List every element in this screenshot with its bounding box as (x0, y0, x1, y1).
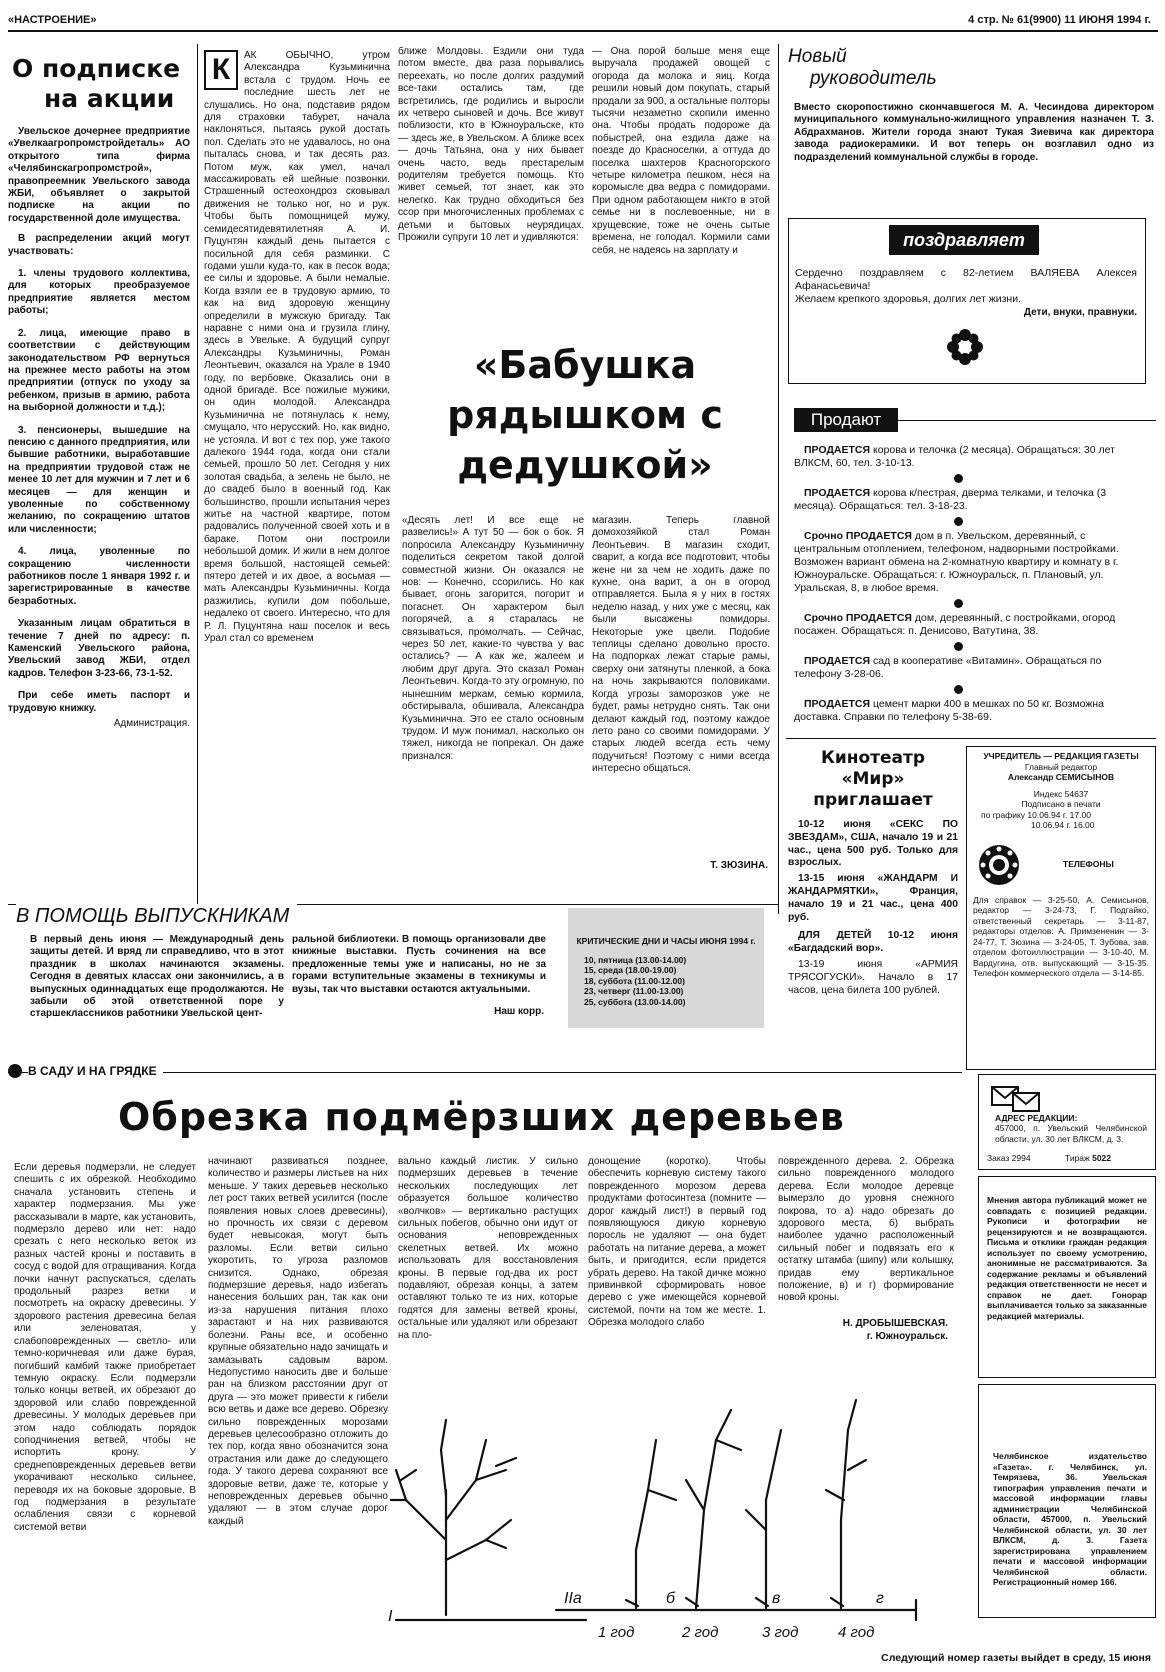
address-title: АДРЕС РЕДАКЦИИ: (995, 1113, 1078, 1123)
subscription-passport: При себе иметь паспорт и трудовую книжку. (8, 690, 190, 714)
figure-label: б (666, 1590, 675, 1607)
sale-ad (794, 487, 1140, 513)
new-head-title-line1: Новый (788, 46, 847, 67)
garden-col-4: донощение (коротко). Чтобы обеспечить корневую систему такого поврежденного морозом дерева продуктами фотосинтеза (помните — дорог каждый лист!) в первый год появляющуюся дикую корневую поросль не удаляют — она будет работать на питание дерева, а может быть, и пригодится, если придется убрать дерево. На такой дичке можно привинвкой сформировать новое дерево с уже имеющейся корневой системой, почти на том же месте. 1. Обрезка молодого слабо (588, 1156, 766, 1329)
imprint-actual: 10.06.94 г. 16.00 (1031, 820, 1095, 830)
sale-ad-text: дом, деревянный, с постройками, огород посажен. Обращаться: п. Денисово, Ватутина, 38. (794, 612, 1116, 637)
imprint-phones: Для справок — 3-25-50, А. Семисынов, редактор — 3-24-73, Г. Подгайко, ответственный секретарь — 3-11-87, редакторы отделов: А. Примзененин — 3-24-77, Т. Зюзина — 3-24-05, Т. Зубова, зав. отделом фотоиллюстрации — 3-10-40, М. Вардугина, отв. выпускающий — 3-15-35. Телефон коммерческого отдела — 3-14-85. (973, 894, 1149, 978)
bullet-icon (954, 685, 963, 694)
bullet-icon (954, 474, 963, 483)
tree-drawing-2 (626, 1400, 866, 1608)
order-number (987, 1153, 1031, 1164)
story-sign: Т. ЗЮЗИНА. (710, 860, 768, 871)
bullet-icon (954, 642, 963, 651)
critical-days-title: КРИТИЧЕСКИЕ ДНИ И ЧАСЫ ИЮНЯ 1994 г. (576, 936, 756, 946)
subscription-sign: Администрация. (113, 718, 190, 730)
critical-day: 15, среда (18.00-19.00) (584, 965, 677, 975)
graduates-sign: Наш корр. (494, 1006, 544, 1017)
imprint-founder: УЧРЕДИТЕЛЬ — РЕДАКЦИЯ ГАЗЕТЫ (983, 751, 1139, 761)
order-value: 2994 (1011, 1153, 1031, 1163)
sale-ad-text: цемент марки 400 в мешках по 50 кг. Возможна доставка. Справки по телефону 5-38-69. (794, 698, 1104, 723)
sale-ad-tag: ПРОДАЕТСЯ (804, 487, 871, 499)
figure-label: 3 год (762, 1624, 799, 1641)
notes-box (978, 1176, 1156, 1378)
critical-day: 25, суббота (13.00-14.00) (584, 996, 686, 1007)
cinema-p1: 10-12 июня «СЕКС ПО ЗВЕЗДАМ», США, начало 19 и 21 час., цена 500 руб. Только для взрослых. (788, 819, 958, 869)
figure-label: IIа (564, 1590, 582, 1607)
story-title: «Бабушка рядышком с дедушкой» (447, 343, 723, 487)
sale-ad (794, 612, 1140, 638)
story-col-3: — Она порой больше меня еще выручала продажей овощей с огорода да молока и яиц. Когда решили новый дом покупать, старый продали за 900, а остальные полторы тысячи незаметно скопили именно она. Чтобы продать подороже да побыстрей, она ездила даже на поезде до Красноселки, а оттуда до поселка шахтеров Красногорского четыре километра пешком, неся на коромысле два ведра с помидорами. При одном работающем никто в этой семье ни в послевоенные, ни в хрущевские, тоже не очень сытые времена, не голодал. Кормили сами себя, не надеясь на зарплату и (592, 46, 770, 256)
address-text: 457000, п. Увельский Челябинской области, ул. 30 лет ВЛКСМ, д. 3. (995, 1123, 1147, 1144)
story-col-2: ближе Молдовы. Ездили они туда потом вместе, два раза порывались переехать, но после долгих раздумий все-таки остались там, где встретились, где родились и выросли их четверо сыновей и дочь. Все живут поблизости, кто в Южноуральске, кто — здесь же, в Увельском. А ближе всех — дочь Татьяна, она у них бывает очень часто, ведь престарелым родителям требуется помощь. Кто живет семьей, тот знает, как это нелегко. Как трудно обходиться без ссор при многочисленных проблемах с детьми и бытовых неурядицах. Прожили супруги 10 лет и удивляются: (398, 46, 584, 244)
figure-label: г (876, 1590, 884, 1607)
cinema-p4: 13-19 июня «АРМИЯ ТРЯСОГУСКИ». Начало в 17 часов, цена билета 100 рублей. (788, 958, 958, 996)
sale-ad (794, 530, 1140, 595)
congrats-line2: Желаем крепкого здоровья, долгих лет жизни. (795, 293, 1022, 305)
address-box (978, 1074, 1156, 1170)
story-col-5: магазин. Теперь главной домохозяйкой стал Роман Леонтьевич. В магазин сходит, сварит, а когда все подготовит, чтобы жене ни за чем не ходить даже по кухне, она варит, а он в огород отправляется. Была я у них в гостях неделю назад, у них уже с месяц, как были высажены помидоры. Некоторые уже цвели. Подобие теплицы сделано довольно просто. На подпорках лежат старые рамы, сверху они затянуты пленкой, а бока на ночь закрываются половиками. Когда угрозы заморозков уже не будет, рамы нетрудно снять. Так они делают каждый год, поэтому каждое лето рано со своими помидорами. У старых людей всегда есть чему подучиться! Поэтому с ними всегда интересно общаться. (592, 515, 770, 775)
bullet-icon (954, 599, 963, 608)
sale-ad-tag: ПРОДАЕТСЯ (804, 655, 871, 667)
header-rule (8, 30, 1158, 32)
sale-ad-text: дом в п. Увельском, деревянный, с центральным отоплением, телефоном, надворными постройками. Возможен вариант обмена на 2-комнатную квартиру и комнату в г. Южноуральске. Обращаться: г. Южноуральск, п. Плановый, ул. Уральская, 8, в любое время. (794, 530, 1119, 594)
column-rule (778, 44, 779, 914)
imprint-editor-label: Главный редактор (1024, 761, 1098, 772)
sale-ad-text: корова и телочка (2 месяца). Обращаться: 30 лет ВЛКСМ, 60, тел. 3-10-13. (794, 444, 1115, 469)
section-name: «НАСТРОЕНИЕ» (8, 14, 97, 26)
cinema-title-line1: Кинотеатр (820, 748, 926, 768)
critical-day: 23, четверг (11.00-13.00) (584, 986, 684, 996)
page-info: 4 стр. № 61(9900) 11 ИЮНЯ 1994 г. (968, 14, 1151, 26)
sale-ad-tag: Срочно ПРОДАЕТСЯ (804, 530, 912, 542)
tree-drawing-1 (391, 1420, 516, 1615)
subscription-intro: Увельское дочернее предприятие «Увелкаагропромстройдеталь» АО открытого типа фирма «Челябинскагропромстрой», правопреемник Увельского завода ЖБИ, объявляет о закрытой подписке на акции по государственной доле имущества. (8, 126, 190, 224)
notes-text: Мнения автора публикаций может не совпадать с позицией редакции. Рукописи и фотографии не рецензируются и не возвращаются. Письма и отклики граждан редакция использует по своему усмотрению, анонимные не рассматриваются. За содержание рекламы и объявлений редакция ответственности не несет и справок не дает. Гонорар выплачивается только за заказанные редакцией материалы. (987, 1195, 1147, 1321)
subscription-item-4: 4. лица, уволенные по сокращению численности работников после 1 января 1992 г. и зарегистрированные в качестве безработных. (8, 546, 190, 607)
garden-col-2: начинают развиваться позднее, количество и размеры листьев на них меньше. У таких деревьев несколько лет рост таких ветвей усилится (после появления новых слоев древесины), но прочность их связи с деревом будет невысокая, могут быть разломы. Если ветви сильно укоротить, то угроза разломов снизится. Однако, обрезая подмерзшие деревья, надо избегать нанесения больших ран, так как они из-за нарушения питания плохо зарастают и на них развиваются болезни. Раны все, и особенно крупные обязательно надо зачищать и замазывать садовым варом. Недопустимо наносить две и больше ран на близком расстоянии друг от друга — это может привести к гибели всю ветвь и даже все дерево. Обрезку сильно поврежденных морозами деревьев целесообразно отложить до тех пор, когда явно обозначится зона отрастания или даже до следующего года. У такого дерева сохраняют все здоровые ветви, даже те, которые у неповрежденных деревьев обычно удаляют — в этом случае дорог каждый (208, 1156, 389, 1527)
graduates-text-2: ральной библиотеки. В помощь организовали две книжные выставки. Пусть сочинения на все предложенные темы уже и написаны, но не за горами вступительные экзамены в техникумы и вузы, так что выставки остаются актуальными. (292, 934, 546, 995)
figure-label: 1 год (598, 1624, 635, 1641)
garden-title: Обрезка подмёрзших деревьев (118, 1095, 845, 1139)
cinema-title-line2: «Мир» (841, 769, 905, 789)
figure-label: 2 год (682, 1624, 719, 1641)
sale-ad-text: сад в кооперативе «Витамин». Обращаться по телефону 3-28-06. (794, 655, 1102, 680)
subscription-item-3: 3. пенсионеры, вышедшие на пенсию с данного предприятия, или бывшие работники, выработавшие на предприятии трудовой стаж не менее 10 лет для мужчин и 7 лет и 6 месяцев — для женщин и уволенные по собственному желанию, по сокращению штатов или численности; (8, 424, 190, 535)
column-rule (197, 44, 198, 904)
imprint-phones-label: ТЕЛЕФОНЫ (1063, 858, 1114, 869)
sale-ad (794, 655, 1140, 681)
section-rule (786, 738, 1156, 739)
critical-day: 18, суббота (11.00-12.00) (584, 975, 685, 986)
bullet-icon (954, 517, 963, 526)
print-run (1065, 1153, 1111, 1164)
garden-col-3: вально каждый листик. У сильно подмерзших деревьев в течение нескольких последующих лет образуется большое количество «волчков» — вертикально растущих сильных побегов, обычно они идут от основания неповрежденных скелетных ветвей. Их можно использовать для восстановления кроны. В первые год-два их рост подавляют, обрезая концы, а затем оставляют только те из них, которые годятся для замены ветвей кроны, остальные или удаляют или обрезают на пло- (398, 1156, 578, 1341)
pruning-illustration (386, 1370, 966, 1650)
figure-label: I (388, 1608, 393, 1625)
print-value: 5022 (1092, 1153, 1112, 1163)
subscription-item-1: 1. члены трудового коллектива, для которых преобразуемое предприятие является местом работы; (8, 268, 190, 317)
garden-sign-2: г. Южноуральск. (866, 1331, 948, 1342)
sale-rule (898, 420, 1156, 421)
congrats-sign: Дети, внуки, правнуки. (1023, 307, 1137, 318)
rubric-bullet-icon (8, 1064, 22, 1078)
congrats-banner: поздравляет (889, 225, 1039, 255)
figure-label: в (772, 1590, 781, 1607)
critical-days-box (568, 908, 764, 1028)
figure-label: 4 год (838, 1624, 875, 1641)
garden-sign-1: Н. ДРОБЫШЕВСКАЯ. (842, 1318, 948, 1329)
next-issue-note: Следующий номер газеты выйдет в среду, 15 июня (881, 1652, 1151, 1664)
garden-rubric: В САДУ И НА ГРЯДКЕ (28, 1064, 163, 1078)
subscription-address: Указанным лицам обратиться в течение 7 дней по адресу: п. Каменский Увельского района, Увельский завод ЖБИ, отдел кадров. Телефон 3-23-66, 73-1-52. (8, 618, 190, 679)
sale-ad (794, 698, 1140, 724)
print-label: Тираж (1065, 1153, 1090, 1163)
congrats-line1: Сердечно поздравляем с 82-летием ВАЛЯЕВА Алексея Афанасьевича! (795, 267, 1137, 292)
subscription-item-2: 2. лица, имеющие право в соответствии с действующим законодательством РФ вернуться на прежнее место работы на этом предприятии (отпуск по уходу за ребенком, призыв в армию, работа на выборной должности и т.д.); (8, 327, 190, 414)
congrats-text (795, 267, 1137, 319)
subscription-lead: В распределении акций могут участвовать: (8, 233, 190, 257)
subscription-title-line2: на акции (44, 84, 175, 113)
sale-list (794, 444, 1140, 738)
congrats-box (788, 218, 1146, 384)
imprint-signed: Подписано в печати (1021, 799, 1101, 809)
cinema-p3: ДЛЯ ДЕТЕЙ 10-12 июня «Багдадский вор». (788, 930, 958, 955)
sale-ad-tag: ПРОДАЕТСЯ (804, 698, 871, 710)
story-col-4: «Десять лет! И все еще не развелись!» А тут 50 — бок о бок. Я попросила Александру Кузьминичну поделиться секретом такой долгой совместной жизни. Он оказался не нов: — Конечно, ссорились. Но как бывает, огонь загорится, погорит и погаснет. Он характером был погорячей, а я старалась не связываться, промолчать. — Сейчас, через 50 лет, какие-то чувства у вас остались? — А как же, жалеем и любим друг друга. Это сказал Роман Леонтьевич. Когда-то эту огромную, по нынешним меркам, семью кормила, обстирывала, обшивала, Александра Кузьминична. Это ее стало основным трудом. И муж понимал, насколько он тяжел, никогда не попрекал. Он даже признался: (402, 515, 584, 762)
graduates-title: В ПОМОЩЬ ВЫПУСКНИКАМ (16, 904, 297, 928)
story-col1-text: АК ОБЫЧНО, утром Александра Кузьминична встала с трудом. Ночь ее последние шесть лет не слушались. Но она, подставив рядом для страховки табурет, начала наклоняться, пытаясь рукой достать пол. Сделать это не удавалось, но она пыталась снова, и так десять раз. Потом муж, как умел, начал массажировать ей шейные позвонки. Страшенный остеохондроз сковывал движения не только ног, но и рук. Чтобы быть помощницей мужу, семидесятидевятилетняя А. И. Пуцунтян каждый день пытается с посильной для себя разминки. С годами ушли куда-то, как в песок вода; ее силы и здоровье. А были немалые. Когда взяли ее в трудовую армию, то как на вид здоровую женщину определили в мужскую бригаду. Так наравне с ними она и грузила глину, здесь в Увельке. А будущий супруг Александры Кузьминичны, Роман Леонтьевич, оказался на Урале в 1940 году, по вербовке. Оказались они в одной бригаде. Все пожилые мужики, он один молодой. Александра Кузьминична не потянулась к нему, смущало, что нерусский. Но, как видно, не устояла. И вот с тех пор, уже такого далекого 1944 года, когда они стали семьей, прошло 50 лет. Сегодня у них золотая свадьба, а зелень не было, не до свадеб было в военный год. Как большинство, прошли испытания через житье на частной квартире, потом радовались полученной своей хоть и в бараке. Потом они построили небольшой домик. И жили в нем долгое время большой, настоящей семьей: пятеро детей и их двое, а восьмая — мать Александры Кузьминичны. Когда разжились, купили дом побольше, недалеко от своего. Интересно, что для Р. Л. Пуцунтяна наш поселок и весь Урал стал со временем (204, 50, 390, 645)
sale-ad (794, 444, 1140, 470)
story-drop-cap: К (204, 50, 238, 90)
critical-day: 10, пятница (13.00-14.00) (584, 954, 687, 965)
subscription-title-line1: О подписке (12, 54, 181, 83)
new-head-article (788, 46, 1158, 164)
new-head-text: Вместо скоропостижно скончавшегося М. А. Чесиндова директором муниципального коммунально-жилищного управления назначен Т. З. Абдрахманов. Жители города знают Тукая Зиевича как директора завода радиокерамики. И вот теперь он возглавил одно из подразделений коммунальной службы в городе. (794, 102, 1154, 163)
phone-icon (977, 843, 1021, 887)
graduates-text-1: В первый день июня — Международный день защиты детей. И вряд ли справедливо, что в этот праздник в школах начинаются экзамены. Сегодня в девятых классах они закончились, а в выпускных одиннадцатых еще продолжаются. Не забыли об этой ответственной поре у старшеклассников работники Увельской цент- (30, 934, 284, 1020)
order-label: Заказ (987, 1153, 1010, 1163)
new-head-title-line2: руководитель (810, 68, 937, 89)
sale-ad-tag: ПРОДАЕТСЯ (804, 444, 871, 456)
sale-banner: Продают (794, 408, 898, 432)
cinema-p2: 13-15 июня «ЖАНДАРМ И ЖАНДАРМЯТКИ», Франция, начало 19 и 21 час., цена 400 руб. (788, 873, 958, 923)
cinema-title-line3: приглашает (813, 790, 933, 810)
garden-col-5: поврежденного дерева. 2. Обрезка сильно поврежденного молодого дерева. Если молодое деревце вымерзло до уровня снежного покрова, то а) надо обрезать до здорового места, б) выбрать наиболее удачно расположенный сильный побег и подвязать его к остатку штамба (шипу) или колышку, придав ему вертикальное положение, в) и г) формирование новой кроны. (778, 1156, 954, 1304)
envelope-icon (991, 1083, 1041, 1113)
cinema-article (788, 748, 958, 1000)
story-col-1 (204, 50, 390, 646)
flower-icon (945, 327, 985, 367)
publisher-text: Челябинское издательство «Газета». г. Челябинск, ул. Темрязева, 36. Увельская типография управления печати и массовой информации главы администрации Челябинской области, 457000, п. Увельский Челябинской области, ул. 30 лет ВЛКСМ, д. 3. Газета зарегистрирована управлением печати и массовой информации Челябинской области. Регистрационный номер 166. (993, 1451, 1147, 1587)
imprint-box (966, 746, 1156, 1070)
imprint-editor: Александр СЕМИСЫНОВ (1007, 772, 1115, 782)
publisher-box (978, 1384, 1156, 1618)
imprint-index: Индекс 54637 (1033, 788, 1089, 799)
imprint-graph: по графику 10.06.94 г. 17.00 (981, 809, 1091, 820)
subscription-article (8, 54, 190, 730)
garden-col-1: Если деревья подмерзли, не следует спешить с их обрезкой. Необходимо сначала установить степень и характер подмерзания. Мы уже рассказывали в марте, как установить, подмерзло дерево или нет: надо срезать с него несколько веток из разных частей кроны и поставить в сосуд с водой для отращивания. Когда почки начнут распускаться, сделать продольный разрез ветки и посмотреть на окраску древесины. У здорового растения древесина белая или зеленоватая, у слабоповрежденных — светло- или темно-коричневая или даже бурая, погибший камбий также приобретает темную окраску. Если подмерзли только концы ветвей, их обрезают до здоровой или слабо поврежденной древесины. У молодых деревьев при этом надо соблюдать порядок соподчинения ветвей, чтобы не испортить крону. У среднеповрежденных деревьев ветви укорачивают несколько сильнее, переводя их на боковые здоровые. В год подмерзания в результате ослабления связи с корневой системой ветви (14, 1162, 196, 1533)
sale-ad-text: корова к/пестрая, дверма телками, и телочка (3 месяца). Обращаться: тел. 3-18-23. (794, 487, 1107, 512)
sale-ad-tag: Срочно ПРОДАЕТСЯ (804, 612, 912, 624)
